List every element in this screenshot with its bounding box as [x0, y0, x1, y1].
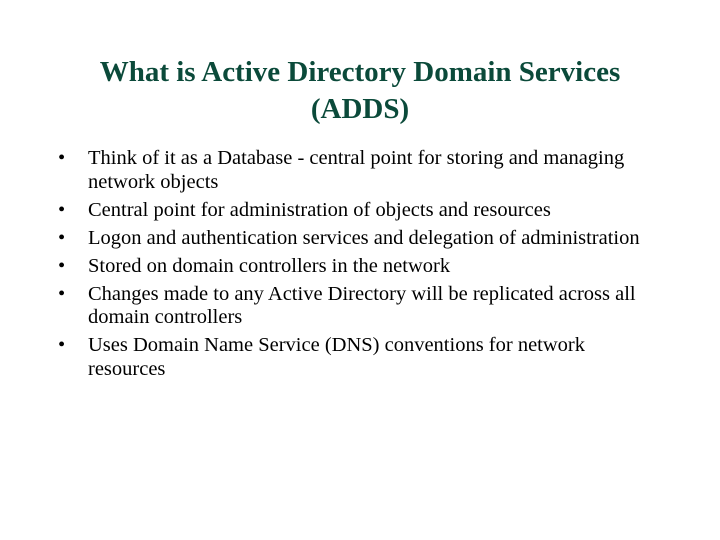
- bullet-item-domain-controllers: [58, 255, 658, 279]
- bullet-icon: •: [58, 254, 66, 277]
- bullet-icon: •: [58, 282, 66, 305]
- bullet-text: Central point for administration of objects and resources: [88, 198, 551, 221]
- bullet-list: [58, 147, 658, 386]
- bullet-item-dns: [58, 334, 658, 381]
- slide-title-line-1: What is Active Directory Domain Services: [99, 56, 621, 88]
- slide-title: [40, 54, 680, 128]
- bullet-icon: •: [58, 198, 66, 221]
- bullet-text: Changes made to any Active Directory will be replicated across all domain controllers: [88, 282, 636, 328]
- bullet-icon: •: [58, 147, 66, 169]
- bullet-icon: •: [58, 226, 66, 249]
- bullet-item-logon: [58, 227, 658, 251]
- bullet-item-database: [58, 147, 658, 194]
- bullet-text: Think of it as a Database - central point for storing and managing network objects: [88, 147, 625, 193]
- bullet-item-replication: [58, 283, 658, 330]
- bullet-icon: •: [58, 334, 66, 356]
- bullet-text: Logon and authentication services and delegation of administration: [88, 226, 640, 249]
- bullet-text: Stored on domain controllers in the network: [88, 254, 451, 277]
- bullet-item-administration: [58, 199, 658, 223]
- bullet-text: Uses Domain Name Service (DNS) conventions for network resources: [88, 334, 586, 380]
- slide-title-line-2: (ADDS): [310, 93, 410, 125]
